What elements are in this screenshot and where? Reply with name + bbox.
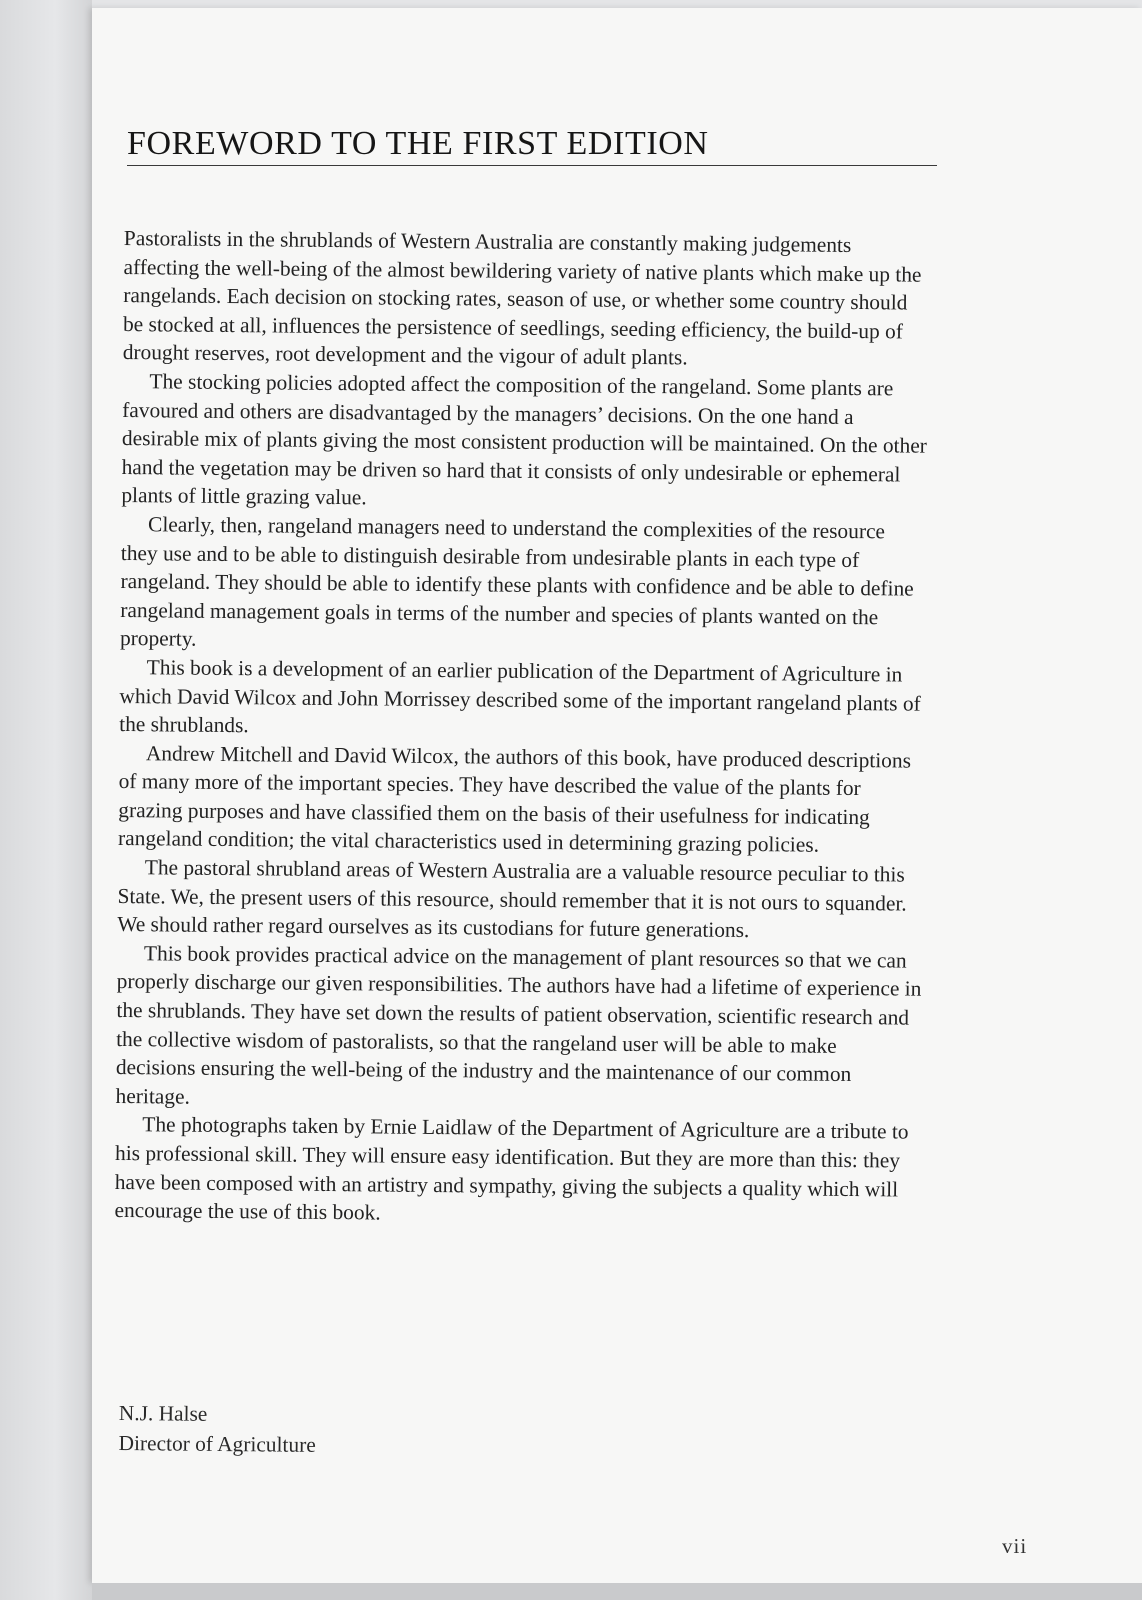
paragraph: This book provides practical advice on the management of plant resources so that we can properly discharge our given responsibilities. The authors have had a lifetime of experience in the shrublands. They have set down the results of patient observation, scientific research and the collective wisdom of pastoralists, so that the rangeland user will be able to make decisions ensuring the well-being of the industry and the maintenance of our common heritage.	[115, 941, 922, 1109]
paragraph: Pastoralists in the shrublands of Western Australia are constantly making judgements affecting the well-being of the almost bewildering variety of native plants which make up the rangelands. Each decision on stocking rates, season of use, or whether some country should be stocked at all, influences the persistence of seedlings, seeding efficiency, the build-up of drought reserves, root development and the vigour of adult plants.	[122, 225, 922, 370]
facing-page-edge	[0, 0, 92, 1600]
paragraph: This book is a development of an earlier publication of the Department of Agriculture in which David Wilcox and John Morrissey described some of the important rangeland plants of the shrublands.	[119, 655, 921, 738]
paragraph: The stocking policies adopted affect the composition of the rangeland. Some plants are favoured and others are disadvantaged by the managers’ decisions. On the one hand a desirable mix of plants giving the most consistent production will be maintained. On the other hand the vegetation may be driven so hard that it consists of only undesirable or ephemeral plants of little grazing value.	[121, 369, 928, 510]
book-page	[92, 8, 1142, 1583]
page-bottom-edge	[92, 1583, 1142, 1600]
heading-rule	[127, 124, 937, 166]
signatory-title: Director of Agriculture	[118, 1430, 316, 1457]
paragraph: Andrew Mitchell and David Wilcox, the authors of this book, have produced descriptions of many more of the important species. They have described the value of the plants for grazing purposes and have classified them on the basis of their usefulness for indicating rangeland condition; the vital characteristics used in determining grazing policies.	[117, 740, 912, 858]
foreword-body	[114, 224, 929, 1232]
paragraph: The photographs taken by Ernie Laidlaw of the Department of Agriculture are a tribute to his professional skill. They will ensure easy identification. But they are more than this: they have been composed with an artistry and sympathy, giving the subjects a quality which will encourage the use of this book.	[114, 1112, 909, 1225]
paragraph: Clearly, then, rangeland managers need to understand the complexities of the resource they use and to be able to distinguish desirable from undesirable plants in each type of rangeland. They should be able to identify these plants with confidence and be able to define rangeland management goals in terms of the number and species of plants wanted on the property.	[119, 512, 914, 652]
page-number: vii	[1002, 1534, 1028, 1558]
signatory-name: N.J. Halse	[118, 1400, 208, 1426]
paragraph: The pastoral shrubland areas of Western Australia are a valuable resource peculiar to this State. We, the present users of this resource, should remember that it is not ours to squander. We should rather regard ourselves as its custodians for future generations.	[117, 855, 907, 943]
page-title: FOREWORD TO THE FIRST EDITION	[127, 125, 709, 162]
signature-block	[118, 1398, 316, 1460]
